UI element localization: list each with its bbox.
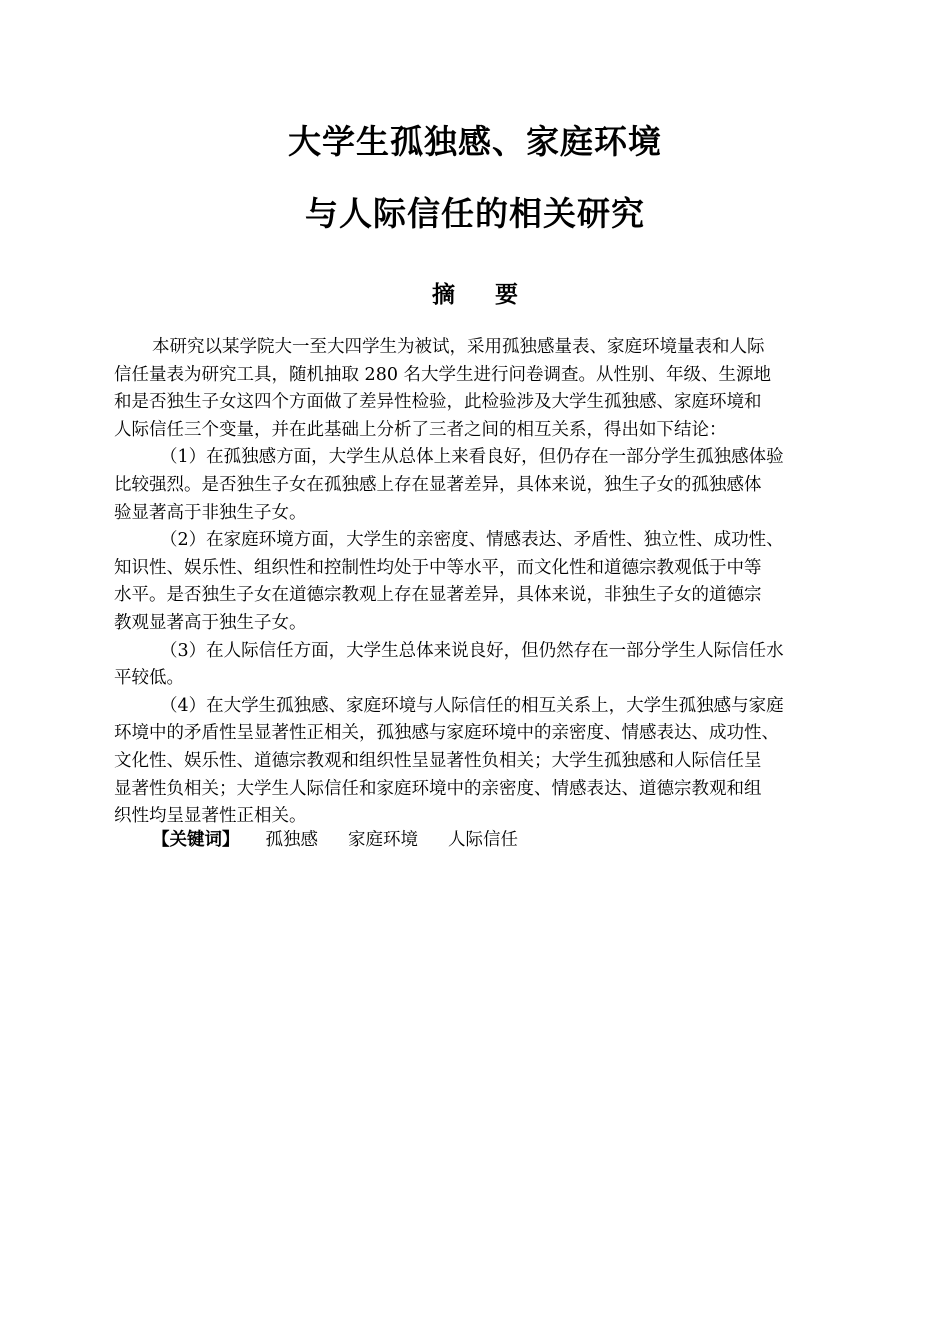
- conclusion-4-line: 环境中的矛盾性呈显著性正相关，孤独感与家庭环境中的亲密度、情感表达、成功性、: [114, 723, 779, 744]
- conclusion-2-line: 知识性、娱乐性、组织性和控制性均处于中等水平，而文化性和道德宗教观低于中等: [114, 557, 762, 578]
- conclusion-2-line: （2）在家庭环境方面，大学生的亲密度、情感表达、矛盾性、独立性、成功性、: [160, 530, 784, 551]
- paper-title-line-2: 与人际信任的相关研究: [305, 194, 645, 233]
- conclusion-3-line: （3）在人际信任方面，大学生总体来说良好，但仍然存在一部分学生人际信任水: [160, 640, 784, 661]
- conclusion-1-line: 比较强烈。是否独生子女在孤独感上存在显著差异，具体来说，独生子女的孤独感体: [114, 474, 762, 495]
- abstract-line: 本研究以某学院大一至大四学生为被试，采用孤独感量表、家庭环境量表和人际: [152, 337, 765, 357]
- abstract-line: 人际信任三个变量，并在此基础上分析了三者之间的相互关系，得出如下结论：: [114, 419, 727, 440]
- conclusion-2-line: 水平。是否独生子女在道德宗教观上存在显著差异，具体来说，非独生子女的道德宗: [114, 585, 762, 606]
- conclusion-4-line: 文化性、娱乐性、道德宗教观和组织性呈显著性负相关；大学生孤独感和人际信任呈: [114, 750, 762, 771]
- paper-title-line-1: 大学生孤独感、家庭环境: [288, 122, 662, 161]
- abstract-line: 和是否独生子女这四个方面做了差异性检验，此检验涉及大学生孤独感、家庭环境和: [114, 392, 762, 413]
- keyword-item: 家庭环境: [348, 830, 418, 850]
- abstract-line: 信任量表为研究工具，随机抽取 280 名大学生进行问卷调查。从性别、年级、生源地: [114, 364, 772, 385]
- conclusion-4-line: 显著性负相关；大学生人际信任和家庭环境中的亲密度、情感表达、道德宗教观和组: [114, 778, 762, 799]
- conclusion-2-line: 教观显著高于独生子女。: [114, 612, 307, 633]
- keywords-row: [152, 826, 518, 854]
- keyword-item: 人际信任: [448, 830, 518, 850]
- abstract-body: [114, 334, 842, 831]
- conclusion-4-line: 织性均呈显著性正相关。: [114, 806, 307, 827]
- keywords-label: 【关键词】: [152, 830, 240, 850]
- conclusion-4-line: （4）在大学生孤独感、家庭环境与人际信任的相互关系上，大学生孤独感与家庭: [160, 695, 784, 716]
- keyword-item: 孤独感: [265, 830, 318, 850]
- conclusion-1-line: 验显著高于非独生子女。: [114, 502, 307, 523]
- conclusion-1-line: （1）在孤独感方面，大学生从总体上来看良好，但仍存在一部分学生孤独感体验: [160, 447, 784, 468]
- conclusion-3-line: 平较低。: [114, 668, 184, 689]
- abstract-heading: 摘要: [432, 282, 558, 308]
